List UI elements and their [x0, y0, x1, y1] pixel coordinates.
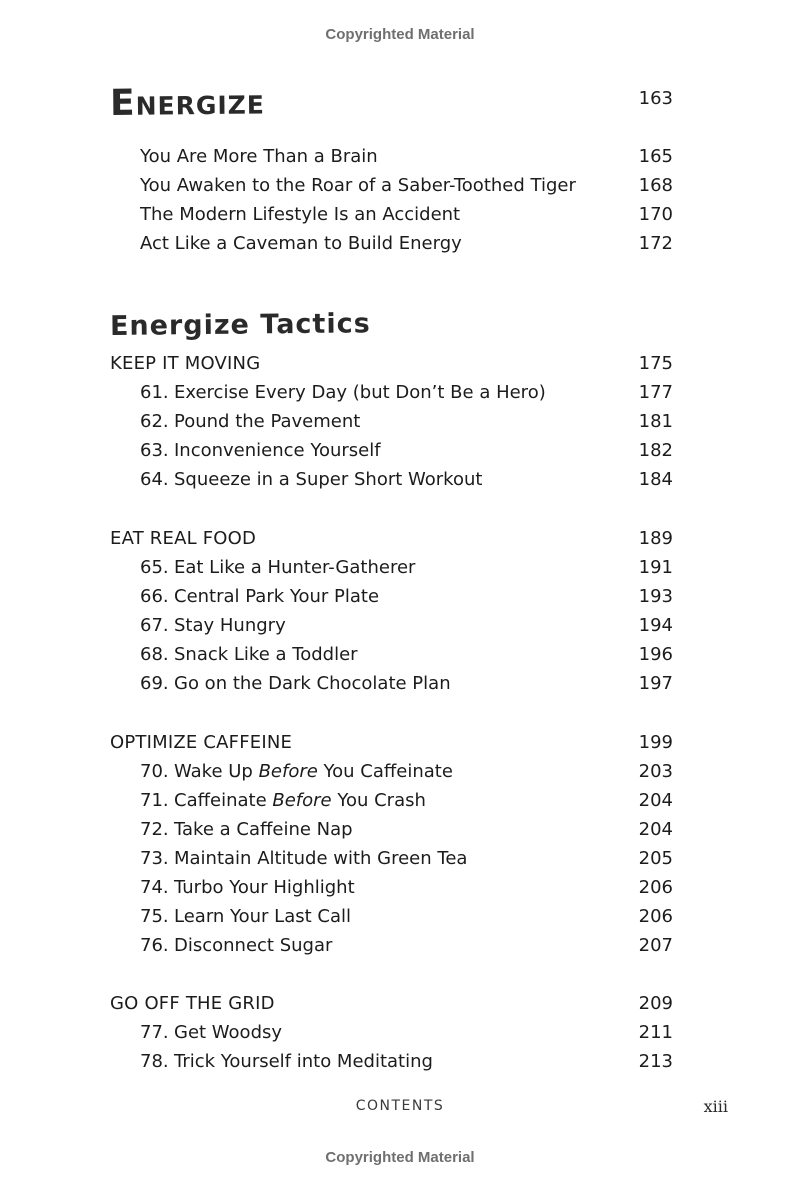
toc-section-title: GO OFF THE GRID — [110, 993, 275, 1014]
energize-heading-title: Energize — [109, 81, 266, 124]
toc-item-title: Central Park Your Plate — [174, 586, 380, 607]
toc-item[interactable] — [110, 902, 673, 931]
toc-item[interactable] — [110, 786, 673, 815]
energize-heading-page: 163 — [638, 88, 673, 109]
toc-item-title: Go on the Dark Chocolate Plan — [174, 673, 451, 694]
toc-item-number: 69. — [140, 673, 169, 694]
toc-entry-title: You Awaken to the Roar of a Saber-Toothed Tiger — [140, 175, 576, 196]
toc-section[interactable] — [110, 728, 673, 757]
footer-page-number: xiii — [703, 1097, 728, 1116]
toc-item-title: Squeeze in a Super Short Workout — [174, 469, 483, 490]
toc-item-title: Disconnect Sugar — [174, 935, 333, 956]
toc-entry[interactable] — [110, 142, 673, 171]
toc-item-page: 197 — [638, 673, 673, 694]
toc-entry-page: 168 — [638, 175, 673, 196]
toc-entry[interactable] — [110, 229, 673, 258]
toc-entry-title: Act Like a Caveman to Build Energy — [140, 233, 462, 254]
toc-item-title: Snack Like a Toddler — [174, 644, 358, 665]
toc-section[interactable] — [110, 989, 673, 1018]
toc-item-title: Stay Hungry — [174, 615, 286, 636]
toc-item-title-emphasis: Before — [272, 790, 332, 811]
toc-item-title: Inconvenience Yourself — [174, 440, 381, 461]
toc-item-page: 184 — [638, 469, 673, 490]
toc-item-title-pre: Caffeinate — [174, 790, 273, 811]
toc-section[interactable] — [110, 349, 673, 378]
toc-item[interactable] — [110, 582, 673, 611]
toc-item-title-post: You Crash — [331, 790, 426, 811]
toc-item[interactable] — [110, 669, 673, 698]
toc-item-number: 62. — [140, 411, 169, 432]
toc-section-title: EAT REAL FOOD — [110, 528, 257, 549]
toc-item-page: 194 — [638, 615, 673, 636]
toc-entry-page: 165 — [638, 146, 673, 167]
toc-item-number: 61. — [140, 382, 169, 403]
toc-entry-title: The Modern Lifestyle Is an Accident — [140, 204, 461, 225]
toc-item[interactable] — [110, 436, 673, 465]
copyright-top: Copyrighted Material — [325, 26, 475, 43]
toc-item-number: 71. — [140, 790, 169, 811]
toc-section[interactable] — [110, 524, 673, 553]
toc-item-page: 196 — [638, 644, 673, 665]
toc-item-number: 68. — [140, 644, 169, 665]
toc-item-page: 205 — [638, 848, 673, 869]
energize-heading — [110, 82, 673, 126]
toc-item[interactable] — [110, 844, 673, 873]
toc-item[interactable] — [110, 407, 673, 436]
toc-item-number: 77. — [140, 1022, 169, 1043]
toc-section-page: 189 — [638, 528, 673, 549]
toc-item-page: 206 — [638, 877, 673, 898]
toc-item-page: 191 — [638, 557, 673, 578]
toc-item[interactable] — [110, 1047, 673, 1076]
toc-item[interactable] — [110, 553, 673, 582]
toc-item-number: 63. — [140, 440, 169, 461]
toc-item-number: 64. — [140, 469, 169, 490]
toc-entry-title: You Are More Than a Brain — [140, 146, 378, 167]
toc-item-page: 193 — [638, 586, 673, 607]
toc-item-title: Maintain Altitude with Green Tea — [174, 848, 468, 869]
toc-section-title: OPTIMIZE CAFFEINE — [110, 732, 293, 753]
toc-item-number: 67. — [140, 615, 169, 636]
toc-item-title: Eat Like a Hunter-Gatherer — [174, 557, 416, 578]
toc-item-title: Learn Your Last Call — [174, 906, 351, 927]
toc-item-page: 206 — [638, 906, 673, 927]
toc-entry[interactable] — [110, 200, 673, 229]
energize-tactics-title: Energize Tactics — [109, 308, 371, 342]
toc-item-number: 66. — [140, 586, 169, 607]
toc-item-page: 211 — [638, 1022, 673, 1043]
toc-item-page: 177 — [638, 382, 673, 403]
toc-item-number: 75. — [140, 906, 169, 927]
toc-item-page: 182 — [638, 440, 673, 461]
toc-entry[interactable] — [110, 171, 673, 200]
toc-item-page: 213 — [638, 1051, 673, 1072]
toc-item-title-post: You Caffeinate — [317, 761, 453, 782]
toc-item[interactable] — [110, 1018, 673, 1047]
toc-item[interactable] — [110, 378, 673, 407]
toc-item[interactable] — [110, 873, 673, 902]
toc-item-title: Trick Yourself into Meditating — [174, 1051, 433, 1072]
energize-tactics-heading — [110, 308, 673, 346]
toc-section-page: 199 — [638, 732, 673, 753]
toc-entry-page: 170 — [638, 204, 673, 225]
toc-section-page: 209 — [638, 993, 673, 1014]
toc-item-number: 72. — [140, 819, 169, 840]
toc-item-number: 73. — [140, 848, 169, 869]
toc-item[interactable] — [110, 640, 673, 669]
toc-item[interactable] — [110, 815, 673, 844]
toc-item-page: 204 — [638, 790, 673, 811]
toc-item[interactable] — [110, 931, 673, 960]
toc-item-title: Exercise Every Day (but Don’t Be a Hero) — [174, 382, 546, 403]
toc-item-title-pre: Wake Up — [174, 761, 259, 782]
toc-entry-page: 172 — [638, 233, 673, 254]
toc-item-title: Take a Caffeine Nap — [174, 819, 353, 840]
toc-item-page: 207 — [638, 935, 673, 956]
toc-item[interactable] — [110, 757, 673, 786]
toc-item-number: 78. — [140, 1051, 169, 1072]
toc-item-title: Pound the Pavement — [174, 411, 361, 432]
toc-item-number: 70. — [140, 761, 169, 782]
toc-item-number: 65. — [140, 557, 169, 578]
toc-item-page: 203 — [638, 761, 673, 782]
toc-item-page: 181 — [638, 411, 673, 432]
toc-item-title-emphasis: Before — [258, 761, 318, 782]
toc-item-number: 74. — [140, 877, 169, 898]
toc-section-title: KEEP IT MOVING — [110, 353, 261, 374]
toc-item[interactable] — [110, 611, 673, 640]
footer-running-head: CONTENTS — [355, 1098, 445, 1114]
toc-item-title: Turbo Your Highlight — [174, 877, 355, 898]
copyright-bottom: Copyrighted Material — [325, 1149, 475, 1166]
toc-section-page: 175 — [638, 353, 673, 374]
toc-item-title: Get Woodsy — [174, 1022, 283, 1043]
toc-item[interactable] — [110, 465, 673, 494]
toc-item-page: 204 — [638, 819, 673, 840]
toc-item-number: 76. — [140, 935, 169, 956]
